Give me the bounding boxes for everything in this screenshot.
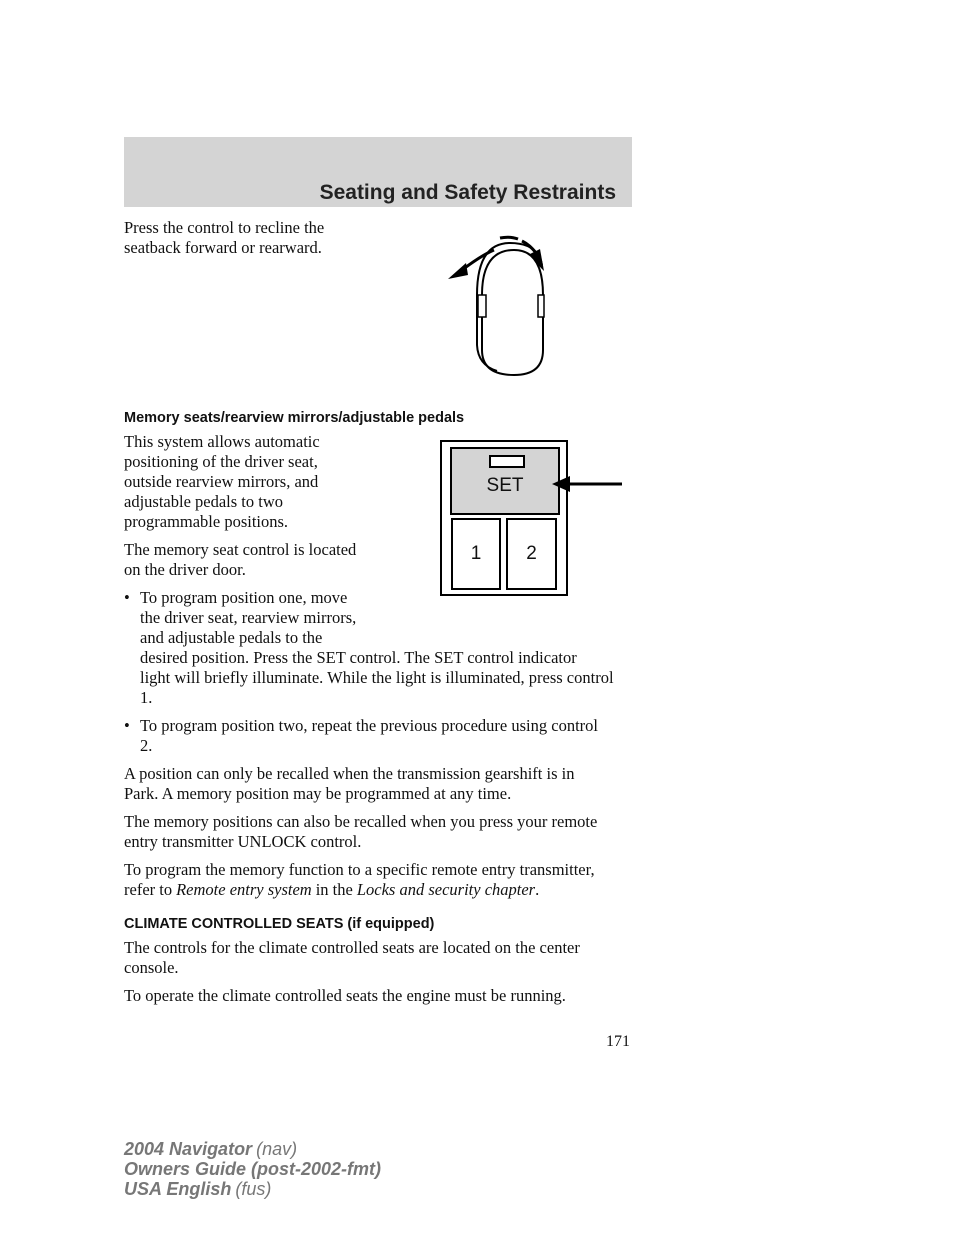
memory-button-2	[506, 518, 557, 590]
memory-button-1-label: 1	[470, 543, 482, 564]
memory-button-2-label: 2	[526, 543, 537, 564]
footer-vehicle-code: (nav)	[256, 1139, 298, 1159]
bullet1-line4: desired position. Press the SET control. The SET control indicator	[140, 648, 577, 667]
program-line1: To program the memory function to a specific remote entry transmitter,	[124, 860, 595, 879]
header-band	[124, 137, 632, 207]
memory-heading: Memory seats/rearview mirrors/adjustable pedals	[124, 410, 465, 426]
pointer-arrow-icon	[552, 474, 624, 494]
bullet2-line1: To program position two, repeat the previous procedure using control	[140, 716, 598, 735]
memory-control-illustration	[440, 440, 625, 595]
footer-language-code: (fus)	[235, 1179, 272, 1199]
program-in: in the	[315, 880, 353, 899]
climate-p2: To operate the climate controlled seats the engine must be running.	[124, 986, 566, 1005]
recline-text-line2: seatback forward or rearward.	[124, 238, 322, 257]
memory-location-1: The memory seat control is located	[124, 540, 357, 559]
remote-line2: entry transmitter UNLOCK control.	[124, 832, 362, 851]
program-end: .	[535, 880, 540, 899]
set-indicator-light	[489, 455, 525, 468]
footer-line2	[124, 1159, 381, 1179]
footer-guide: Owners Guide (post-2002-fmt)	[124, 1159, 382, 1179]
bullet1-line2: the driver seat, rearview mirrors,	[140, 608, 357, 627]
footer-language: USA English	[124, 1179, 232, 1199]
set-label: SET	[486, 475, 524, 496]
footer-line3	[124, 1179, 271, 1199]
memory-intro-3: outside rearview mirrors, and	[124, 472, 319, 491]
recall-line2: Park. A memory position may be programmed at any time.	[124, 784, 512, 803]
remote-line1: The memory positions can also be recalled when you press your remote	[124, 812, 598, 831]
memory-intro-1: This system allows automatic	[124, 432, 320, 451]
program-italic-1: Remote entry system	[176, 880, 312, 899]
memory-location-2: on the driver door.	[124, 560, 246, 579]
program-line2	[124, 880, 539, 900]
page-number: 171	[606, 1033, 630, 1050]
bullet2-line2: 2.	[140, 736, 153, 755]
memory-button-1	[451, 518, 501, 590]
recall-line1: A position can only be recalled when the transmission gearshift is in	[124, 764, 575, 783]
program-italic-2: Locks and security chapter	[356, 880, 536, 899]
bullet1-line1: To program position one, move	[140, 588, 348, 607]
climate-p1-line1: The controls for the climate controlled seats are located on the center	[124, 938, 580, 957]
set-button	[450, 447, 560, 515]
memory-intro-2: positioning of the driver seat,	[124, 452, 318, 471]
footer-line1	[124, 1139, 297, 1159]
memory-intro-4: adjustable pedals to two	[124, 492, 284, 511]
bullet-marker: •	[124, 716, 130, 735]
section-title: Seating and Safety Restraints	[319, 181, 616, 204]
bullet-marker: •	[124, 588, 130, 607]
bullet1-line6: 1.	[140, 688, 153, 707]
footer-vehicle: 2004 Navigator	[124, 1139, 253, 1159]
climate-heading: CLIMATE CONTROLLED SEATS (if equipped)	[124, 916, 435, 932]
recline-control-illustration	[442, 225, 582, 385]
bullet1-line3: and adjustable pedals to the	[140, 628, 323, 647]
program-refer: refer to	[124, 880, 173, 899]
recline-text-line1: Press the control to recline the	[124, 218, 325, 237]
memory-intro-5: programmable positions.	[124, 512, 289, 531]
bullet1-line5: light will briefly illuminate. While the light is illuminated, press control	[140, 668, 614, 687]
climate-p1-line2: console.	[124, 958, 179, 977]
